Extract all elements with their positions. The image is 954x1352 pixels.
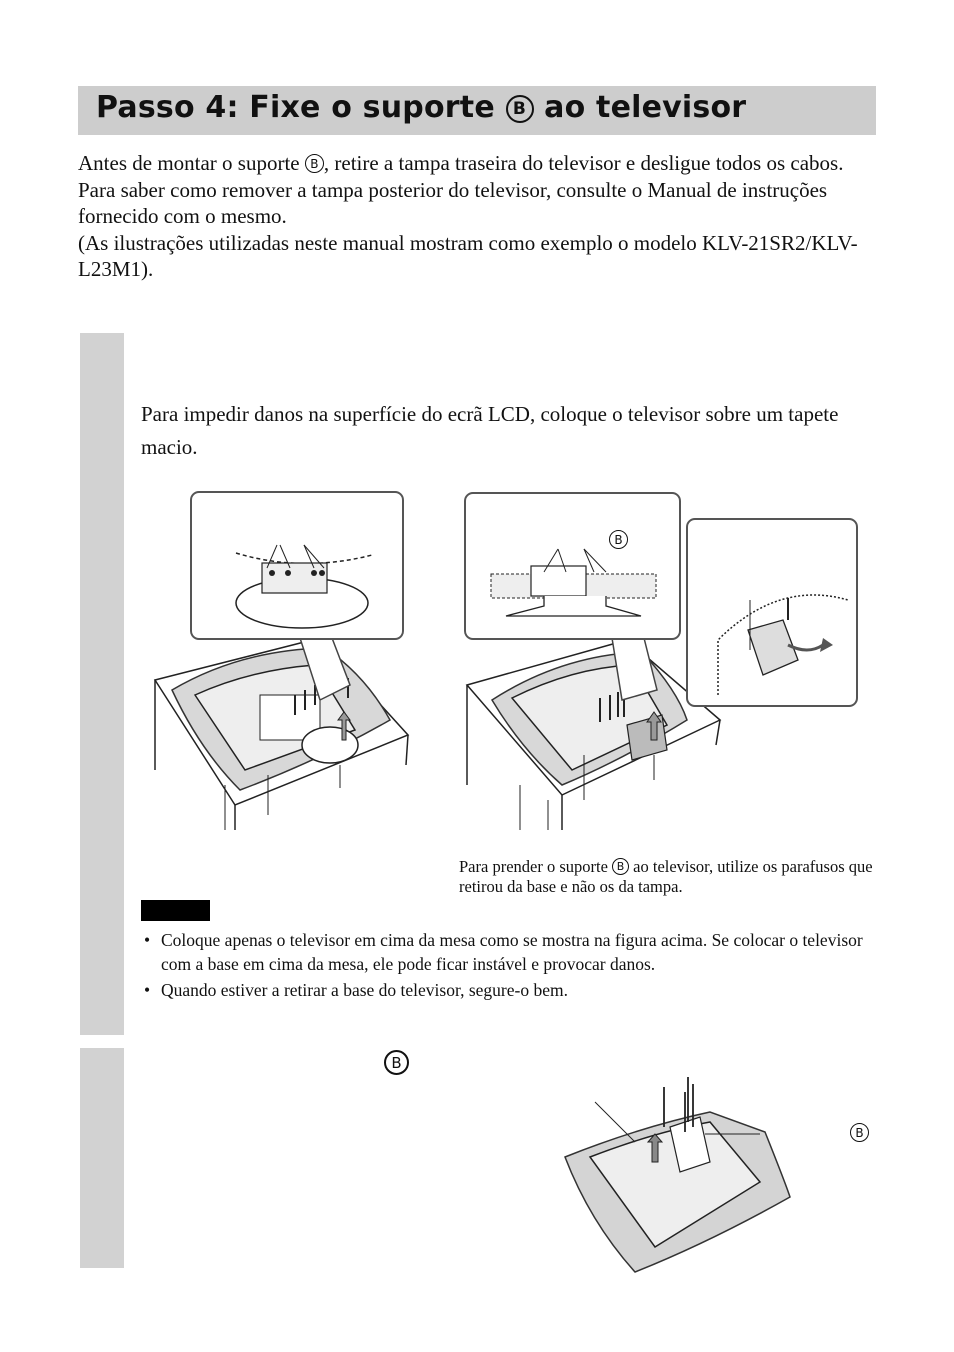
callout-bracket-slide — [686, 518, 858, 707]
circled-b-mark: B — [612, 858, 629, 875]
base-screws-detail — [192, 493, 402, 638]
intro-text: Antes de montar o suporte B , retire a tampa traseira do televisor e desligue todos os cabos. Para saber como remover a tampa posterior do televisor, consulte o Manual de instruções fornecido com o mesmo. (As ilustrações utilizadas neste manual mostram como exemplo o modelo KLV-21SR2/KLV-L23M1). — [78, 150, 878, 283]
step-1-instruction: Para impedir danos na superfície do ecrã LCD, coloque o televisor sobre um tapete macio. — [141, 402, 839, 459]
step-2-bracket-mark — [384, 1050, 409, 1076]
circled-b-mark: B — [305, 154, 324, 173]
list-item: • Coloque apenas o televisor em cima da mesa como se mostra na figura acima. Se colocar o televisor com a base em cima da mesa, ele pode ficar instável e provocar danos. — [141, 928, 881, 976]
list-item: • Quando estiver a retirar a base do televisor, segure-o bem. — [141, 978, 881, 1002]
intro-paragraph-3: (As ilustrações utilizadas neste manual mostram como exemplo o modelo KLV-21SR2/KLV-L23M1). — [78, 230, 858, 281]
circled-b-mark: B — [384, 1050, 409, 1075]
circled-b-mark: B — [609, 530, 628, 549]
notes-label-badge — [141, 900, 210, 921]
bracket-b-label — [850, 1123, 869, 1144]
circled-b-mark: B — [506, 95, 534, 123]
bracket-screws-caption: Para prender o suporte B ao televisor, utilize os parafusos que retirou da base e não os da tampa. — [459, 857, 873, 896]
step-1-sidebar — [80, 333, 124, 1035]
bracket-b-label — [609, 530, 628, 551]
callout-base-screws — [190, 491, 404, 640]
bracket-slide-detail — [688, 520, 856, 705]
intro-paragraph-2: Para saber como remover a tampa posterior do televisor, consulte o Manual de instruções fornecido com o mesmo. — [78, 177, 828, 228]
bracket-screws-detail — [466, 494, 679, 638]
bracket-attach-illustration — [462, 630, 722, 835]
callout-bracket-detail — [464, 492, 681, 640]
bracket-mounted-illustration — [560, 1072, 810, 1282]
page-title: Passo 4: Fixe o suporte B ao televisor — [96, 90, 747, 125]
step-2-sidebar — [80, 1048, 124, 1268]
notes-list — [141, 928, 881, 1004]
circled-b-mark: B — [850, 1123, 869, 1142]
tv-base-removal-illustration — [150, 630, 410, 835]
